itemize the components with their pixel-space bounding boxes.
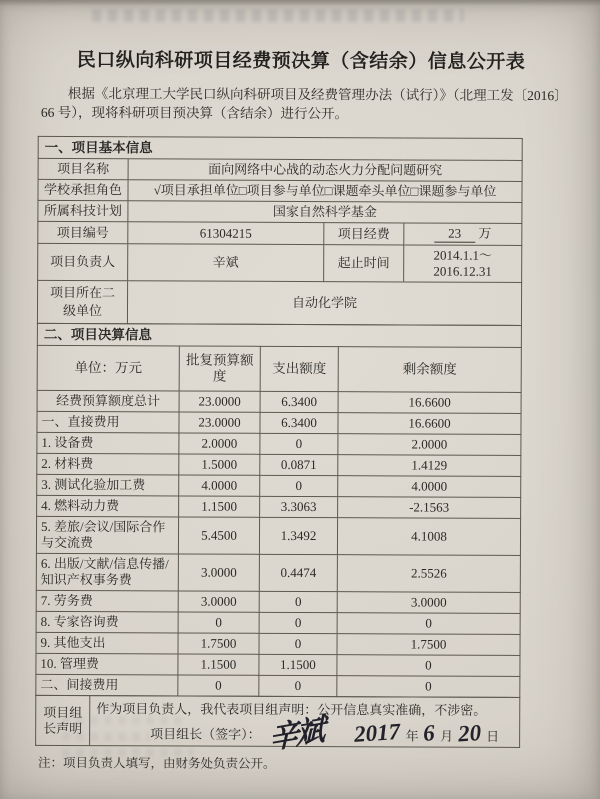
column-header-approved: 批复预算额度 — [179, 346, 260, 391]
date-day-handwritten: 20 — [457, 720, 482, 747]
budget-item-label: 二、间接费用 — [36, 674, 178, 696]
budget-remaining-value: 4.1008 — [337, 518, 520, 556]
project-period-value: 2014.1.1～2016.12.31 — [404, 245, 522, 283]
budget-remaining-value: 16.6600 — [338, 392, 521, 414]
budget-approved-value: 1.7500 — [178, 633, 259, 654]
budget-spent-value: 0.4474 — [259, 554, 337, 591]
budget-approved-value: 1.1500 — [179, 496, 260, 517]
budget-approved-value: 3.0000 — [178, 591, 259, 612]
budget-remaining-value: 1.4129 — [338, 455, 521, 477]
budget-spent-value: 1.1500 — [259, 654, 337, 675]
project-leader-row — [38, 243, 522, 282]
budget-item-label: 5. 差旅/会议/国际合作与交流费 — [36, 516, 178, 554]
budget-spent-value: 0 — [260, 475, 338, 496]
budget-table-row — [36, 516, 520, 555]
budget-spent-value: 6.3400 — [260, 412, 338, 433]
budget-remaining-value: 0 — [337, 655, 520, 677]
budget-remaining-value: -2.1563 — [338, 497, 521, 519]
budget-remaining-value: 3.0000 — [337, 592, 520, 614]
budget-table-row — [36, 553, 520, 592]
budget-spent-value: 6.3400 — [260, 391, 338, 412]
column-header-unit: 单位：万元 — [37, 345, 179, 391]
date-month-unit: 月 — [440, 728, 454, 744]
school-role-checkboxes: √项目承担单位□项目参与单位□课题牵头单位□课题参与单位 — [128, 180, 522, 203]
department-row — [37, 280, 521, 325]
budget-table-row — [37, 432, 521, 455]
budget-spent-value: 0 — [259, 633, 337, 654]
budget-table-row — [36, 590, 520, 613]
school-role-label: 学校承担角色 — [38, 179, 128, 200]
budget-spent-value: 0 — [259, 591, 337, 612]
budget-approved-value: 5.4500 — [178, 517, 259, 554]
department-label: 项目所在二级单位 — [37, 280, 127, 323]
basic-info-section-header — [38, 136, 522, 160]
budget-table-row — [37, 474, 521, 497]
budget-item-label: 经费预算额度总计 — [37, 390, 179, 412]
date-month-handwritten: 6 — [422, 720, 436, 746]
budget-table-row — [37, 453, 521, 476]
budget-table-row — [37, 390, 521, 413]
budget-remaining-value: 16.6600 — [338, 413, 521, 435]
budget-spent-value: 0 — [259, 675, 337, 696]
declaration-label: 项目组长声明 — [36, 695, 90, 745]
intro-paragraph: 根据《北京理工大学民口纵向科研项目及经费管理办法（试行）》（北理工发〔2016〕66 号），现将科研项目预决算（含结余）进行公开。 — [40, 85, 561, 122]
budget-remaining-value: 0 — [337, 613, 520, 635]
budget-item-label: 3. 测试化验加工费 — [37, 474, 179, 496]
basic-info-section-title: 一、项目基本信息 — [38, 136, 522, 160]
school-role-row — [38, 179, 522, 202]
settlement-section-title: 二、项目决算信息 — [37, 323, 521, 347]
program-value: 国家自然科学基金 — [128, 201, 522, 224]
budget-approved-value: 3.0000 — [178, 554, 259, 591]
column-header-spent: 支出额度 — [260, 346, 338, 391]
declaration-content — [90, 696, 520, 756]
project-name-row — [38, 158, 522, 181]
declaration-statement: 作为项目负责人，我代表项目组声明：公开信息真实准确，不涉密。 — [96, 701, 487, 718]
signature-handwriting: 辛斌 — [268, 712, 322, 756]
department-value: 自动化学院 — [127, 281, 521, 326]
declaration-row — [36, 695, 520, 747]
project-name-label: 项目名称 — [38, 158, 128, 179]
budget-item-label: 7. 劳务费 — [36, 590, 178, 612]
project-fund-unit: 万 — [478, 225, 492, 241]
budget-approved-value: 4.0000 — [179, 475, 260, 496]
budget-remaining-value: 1.7500 — [337, 634, 520, 656]
date-day-unit: 日 — [486, 728, 500, 744]
date-year-handwritten: 2017 — [353, 718, 402, 747]
settlement-table — [35, 323, 522, 698]
budget-item-label: 6. 出版/文献/信息传播/知识产权事务费 — [36, 553, 178, 591]
budget-item-label: 8. 专家咨询费 — [36, 611, 178, 633]
budget-table-row — [37, 495, 521, 518]
program-label: 所属科技计划 — [38, 200, 128, 221]
project-number-row — [38, 221, 522, 245]
signature-date — [353, 718, 500, 747]
budget-approved-value: 0 — [178, 675, 259, 696]
budget-approved-value: 1.5000 — [179, 454, 260, 475]
budget-remaining-value: 0 — [337, 676, 520, 698]
settlement-column-header-row — [37, 345, 521, 392]
budget-approved-value: 23.0000 — [179, 391, 260, 412]
project-fund-amount: 23 — [434, 226, 475, 243]
budget-remaining-value: 4.0000 — [338, 476, 521, 498]
budget-spent-value: 1.3492 — [259, 517, 337, 554]
declaration-table — [35, 695, 520, 756]
settlement-section-header — [37, 323, 521, 347]
budget-item-label: 9. 其他支出 — [36, 632, 178, 654]
budget-remaining-value: 2.5526 — [337, 555, 520, 593]
project-leader-value: 辛斌 — [128, 244, 324, 282]
budget-item-label: 1. 设备费 — [37, 432, 179, 454]
basic-info-table — [37, 136, 523, 326]
budget-approved-value: 1.1500 — [178, 654, 259, 675]
budget-spent-value: 0 — [259, 612, 337, 633]
project-name-value: 面向网络中心战的动态火力分配问题研究 — [128, 159, 522, 182]
budget-spent-value: 0.0871 — [260, 454, 338, 475]
column-header-remaining: 剩余额度 — [338, 347, 521, 393]
budget-item-label: 4. 燃料动力费 — [37, 495, 179, 517]
signature-label: 项目组长（签字）： — [150, 725, 261, 742]
budget-item-label: 2. 材料费 — [37, 453, 179, 475]
program-row — [38, 200, 522, 223]
budget-spent-value: 3.3063 — [260, 496, 338, 517]
project-period-label: 起止时间 — [324, 245, 404, 282]
budget-remaining-value: 2.0000 — [338, 434, 521, 456]
date-year-unit: 年 — [405, 728, 419, 744]
project-number-value: 61304215 — [128, 222, 324, 245]
budget-item-label: 10. 管理费 — [36, 653, 178, 675]
budget-table-row — [36, 653, 520, 676]
footer-note: 注：项目负责人填写，由财务处负责公开。 — [37, 755, 276, 771]
budget-spent-value: 0 — [260, 433, 338, 454]
budget-approved-value: 2.0000 — [179, 433, 260, 454]
project-leader-label: 项目负责人 — [38, 243, 128, 280]
signature-row — [150, 712, 509, 756]
budget-table-row — [36, 611, 520, 634]
form-title: 民口纵向科研项目经费预决算（含结余）信息公开表 — [76, 50, 526, 73]
project-fund-value-cell — [404, 223, 522, 246]
budget-approved-value: 23.0000 — [179, 412, 260, 433]
budget-table-row — [36, 674, 520, 697]
budget-item-label: 一、直接费用 — [37, 411, 179, 433]
budget-approved-value: 0 — [178, 612, 259, 633]
project-number-label: 项目编号 — [38, 221, 128, 243]
budget-table-row — [37, 411, 521, 434]
budget-table-row — [36, 632, 520, 655]
project-fund-label: 项目经费 — [324, 223, 404, 245]
